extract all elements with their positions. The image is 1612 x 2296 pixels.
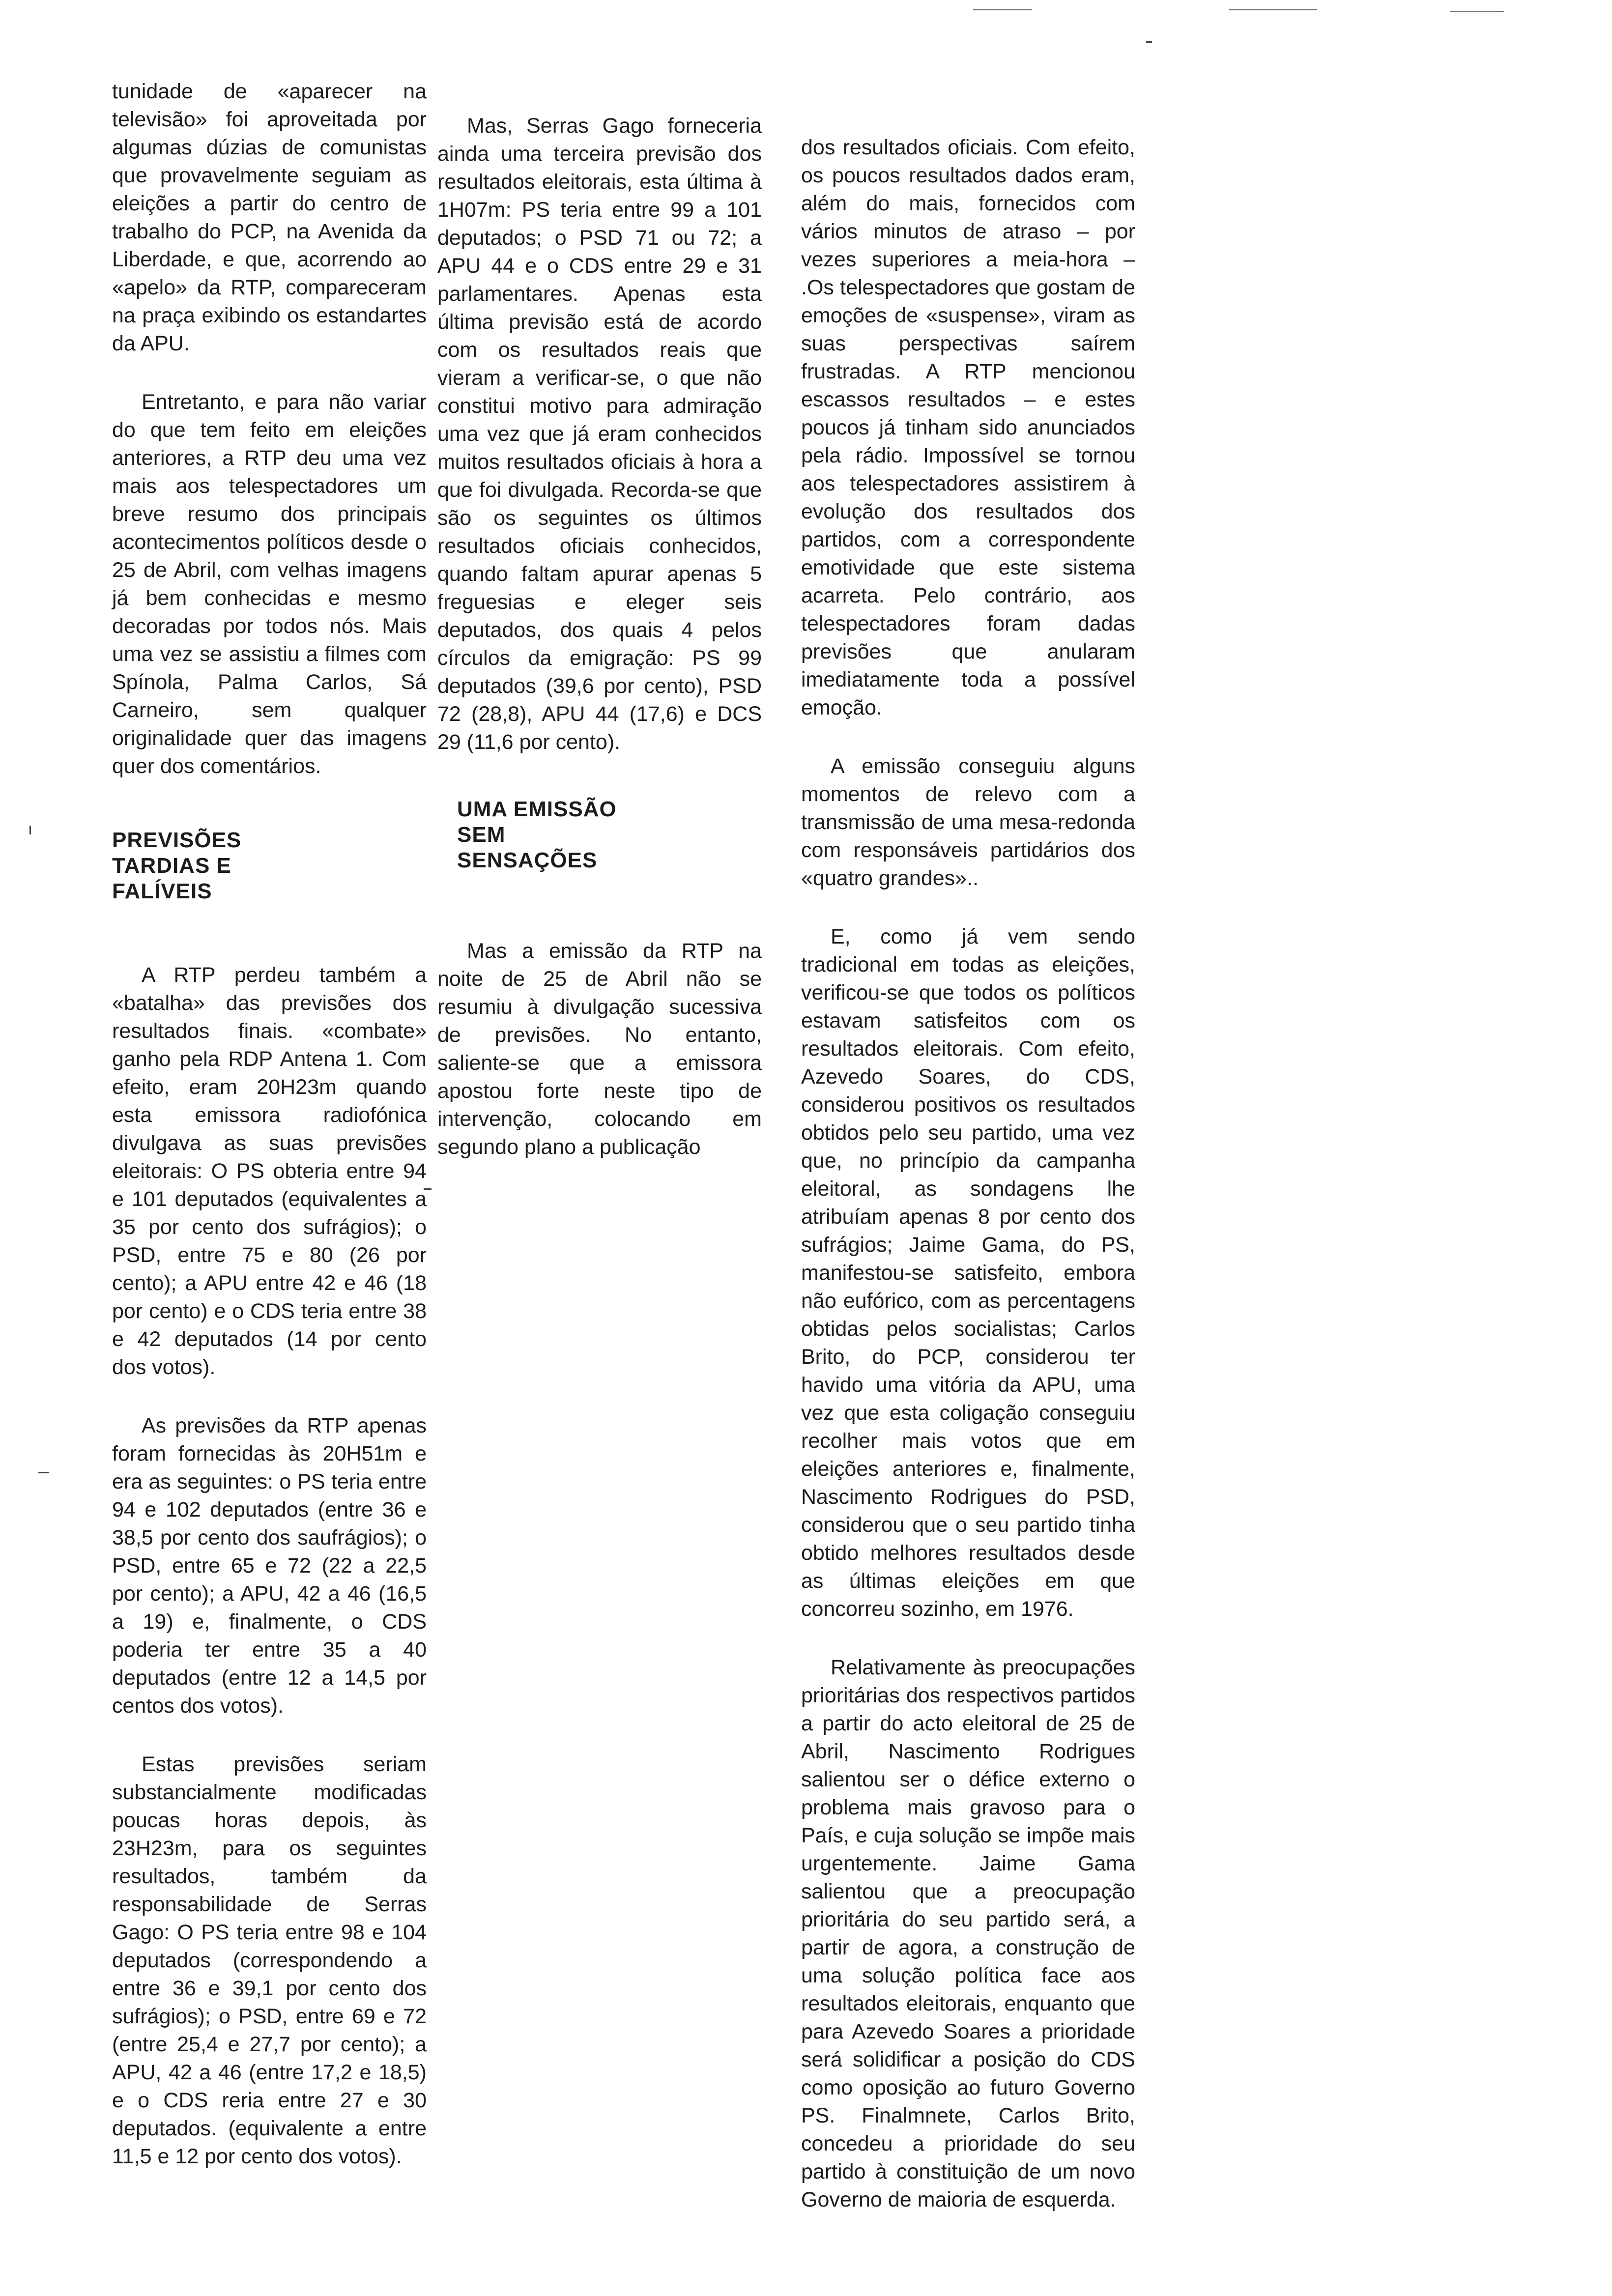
scan-mark: [29, 826, 31, 834]
paragraph: Mas, Serras Gago forneceria ainda uma terceira previsão dos resultados eleitorais, esta última à 1H07m: PS teria entre 99 a 101 deputados; o PSD 71 ou 72; a APU 44 e o CDS entre 29 e 31 parlamentares. Apenas esta última previsão está de acordo com os resultados reais que vieram a verificar-se, o que não constitui motivo para admiração uma vez que já eram conhecidos muitos resultados oficiais à hora a que foi divulgada. Recorda-se que são os seguintes os últimos resultados oficiais conhecidos, quando faltam apurar apenas 5 freguesias e eleger seis deputados, dos quais 4 pelos círculos da emigração: PS 99 deputados (39,6 por cento), PSD 72 (28,8), APU 44 (17,6) e DCS 29 (11,6 por cento).: [437, 114, 762, 754]
heading-line: PREVISÕES: [112, 828, 242, 852]
heading-line: SENSAÇÕES: [457, 848, 598, 872]
article-column-1: [112, 78, 427, 2171]
scan-line: [973, 9, 1032, 10]
paragraph: Entretanto, e para não variar do que tem feito em eleições anteriores, a RTP deu uma vez mais aos telespectadores um breve resumo dos principais acontecimentos políticos desde o 25 de Abril, com velhas imagens já bem conhecidas e mesmo decoradas por todos nós. Mais uma vez se assistiu a filmes com Spínola, Palma Carlos, Sá Carneiro, sem qualquer originalidade quer das imagens quer dos comentários.: [112, 390, 427, 778]
heading-line: SEM: [457, 823, 506, 847]
heading-line: FALÍVEIS: [112, 879, 212, 903]
scan-line: [1229, 9, 1317, 10]
scan-mark: [38, 1472, 49, 1473]
article-column-2: [437, 112, 762, 1161]
scan-line: [1450, 11, 1504, 12]
paragraph: tunidade de «aparecer na televisão» foi aproveitada por algumas dúzias de comunistas que provavelmente seguiam as eleições a partir do centro de trabalho do PCP, na Avenida da Liberdade, e que, acorrendo ao «apelo» da RTP, compareceram na praça exibindo os estandartes da APU.: [112, 80, 427, 355]
section-heading: [112, 828, 427, 904]
section-heading: [457, 797, 762, 873]
paragraph: E, como já vem sendo tradicional em todas as eleições, verificou-se que todos os políticos estavam satisfeitos com os resultados eleitorais. Com efeito, Azevedo Soares, do CDS, considerou positivos os resultados obtidos pelo seu partido, uma vez que, no princípio da campanha eleitoral, as sondagens lhe atribuíam apenas 8 por cento dos sufrágios; Jaime Gama, do PS, manifestou-se satisfeito, embora não eufórico, com as percentagens obtidas pelos socialistas; Carlos Brito, do PCP, considerou ter havido uma vitória da APU, uma vez que esta coligação conseguiu recolher mais votos que em eleições anteriores e, finalmente, Nascimento Rodrigues do PSD, considerou que o seu partido tinha obtido melhores resultados desde as últimas eleições em que concorreu sozinho, em 1976.: [801, 925, 1135, 1621]
heading-line: TARDIAS E: [112, 854, 231, 878]
paragraph: A RTP perdeu também a «batalha» das previsões dos resultados finais. «combate» ganho pela RDP Antena 1. Com efeito, eram 20H23m quando esta emissora radiofónica divulgava as suas previsões eleitorais: O PS obteria entre 94 e 101 deputados (equivalentes a 35 por cento dos sufrágios); o PSD, entre 75 e 80 (26 por cento); a APU entre 42 e 46 (18 por cento) e o CDS teria entre 38 e 42 deputados (14 por cento dos votos).: [112, 963, 427, 1379]
paragraph: Relativamente às preocupações prioritárias dos respectivos partidos a partir do acto eleitoral de 25 de Abril, Nascimento Rodrigues salientou ser o défice externo o problema mais gravoso para o País, e cuja solução se impõe mais urgentemente. Jaime Gama salientou que a preocupação prioritária do seu partido será, a partir de agora, a construção de uma solução política face aos resultados eleitorais, enquanto que para Azevedo Soares a prioridade será solidificar a posição do CDS como oposição ao futuro Governo PS. Finalmnete, Carlos Brito, concedeu a prioridade do seu partido à constituição de um novo Governo de maioria de esquerda.: [801, 1656, 1135, 2211]
paragraph: A emissão conseguiu alguns momentos de relevo com a transmissão de uma mesa-redonda com responsáveis partidários dos «quatro grandes»..: [801, 754, 1135, 890]
paragraph: Estas previsões seriam substancialmente modificadas poucas horas depois, às 23H23m, para os seguintes resultados, também da responsabilidade de Serras Gago: O PS teria entre 98 e 104 deputados (correspondendo a entre 36 e 39,1 por cento dos sufrágios); o PSD, entre 69 e 72 (entre 25,4 e 27,7 por cento); a APU, 42 a 46 (entre 17,2 e 18,5) e o CDS reria entre 27 e 30 deputados. (equivalente a entre 11,5 e 12 por cento dos votos).: [112, 1752, 427, 2168]
paragraph: Mas a emissão da RTP na noite de 25 de Abril não se resumiu à divulgação sucessiva de previsões. No entanto, saliente-se que a emissora apostou forte neste tipo de intervenção, colocando em segundo plano a publicação: [437, 939, 762, 1159]
article-column-3: [801, 134, 1135, 2214]
paragraph: As previsões da RTP apenas foram fornecidas às 20H51m e era as seguintes: o PS teria entre 94 e 102 deputados (entre 36 e 38,5 por cento dos saufrágios); o PSD, entre 65 e 72 (22 a 22,5 por cento); a APU, 42 a 46 (16,5 a 19) e, finalmente, o CDS poderia ter entre 35 a 40 deputados (entre 12 a 14,5 por centos dos votos).: [112, 1414, 427, 1718]
heading-line: UMA EMISSÃO: [457, 797, 617, 821]
scan-mark: [1146, 41, 1152, 43]
paragraph: dos resultados oficiais. Com efeito, os poucos resultados dados eram, além do mais, fornecidos com vários minutos de atraso – por vezes superiores a meia-hora – .Os telespectadores que gostam de emoções de «suspense», viram as suas perspectivas saírem frustradas. A RTP mencionou escassos resultados – e estes poucos já tinham sido anunciados pela rádio. Impossível se tornou aos telespectadores assistirem à evolução dos resultados dos partidos, com a correspondente emotividade que este sistema acarreta. Pelo contrário, aos telespectadores foram dadas previsões que anularam imediatamente toda a possível emoção.: [801, 136, 1135, 719]
